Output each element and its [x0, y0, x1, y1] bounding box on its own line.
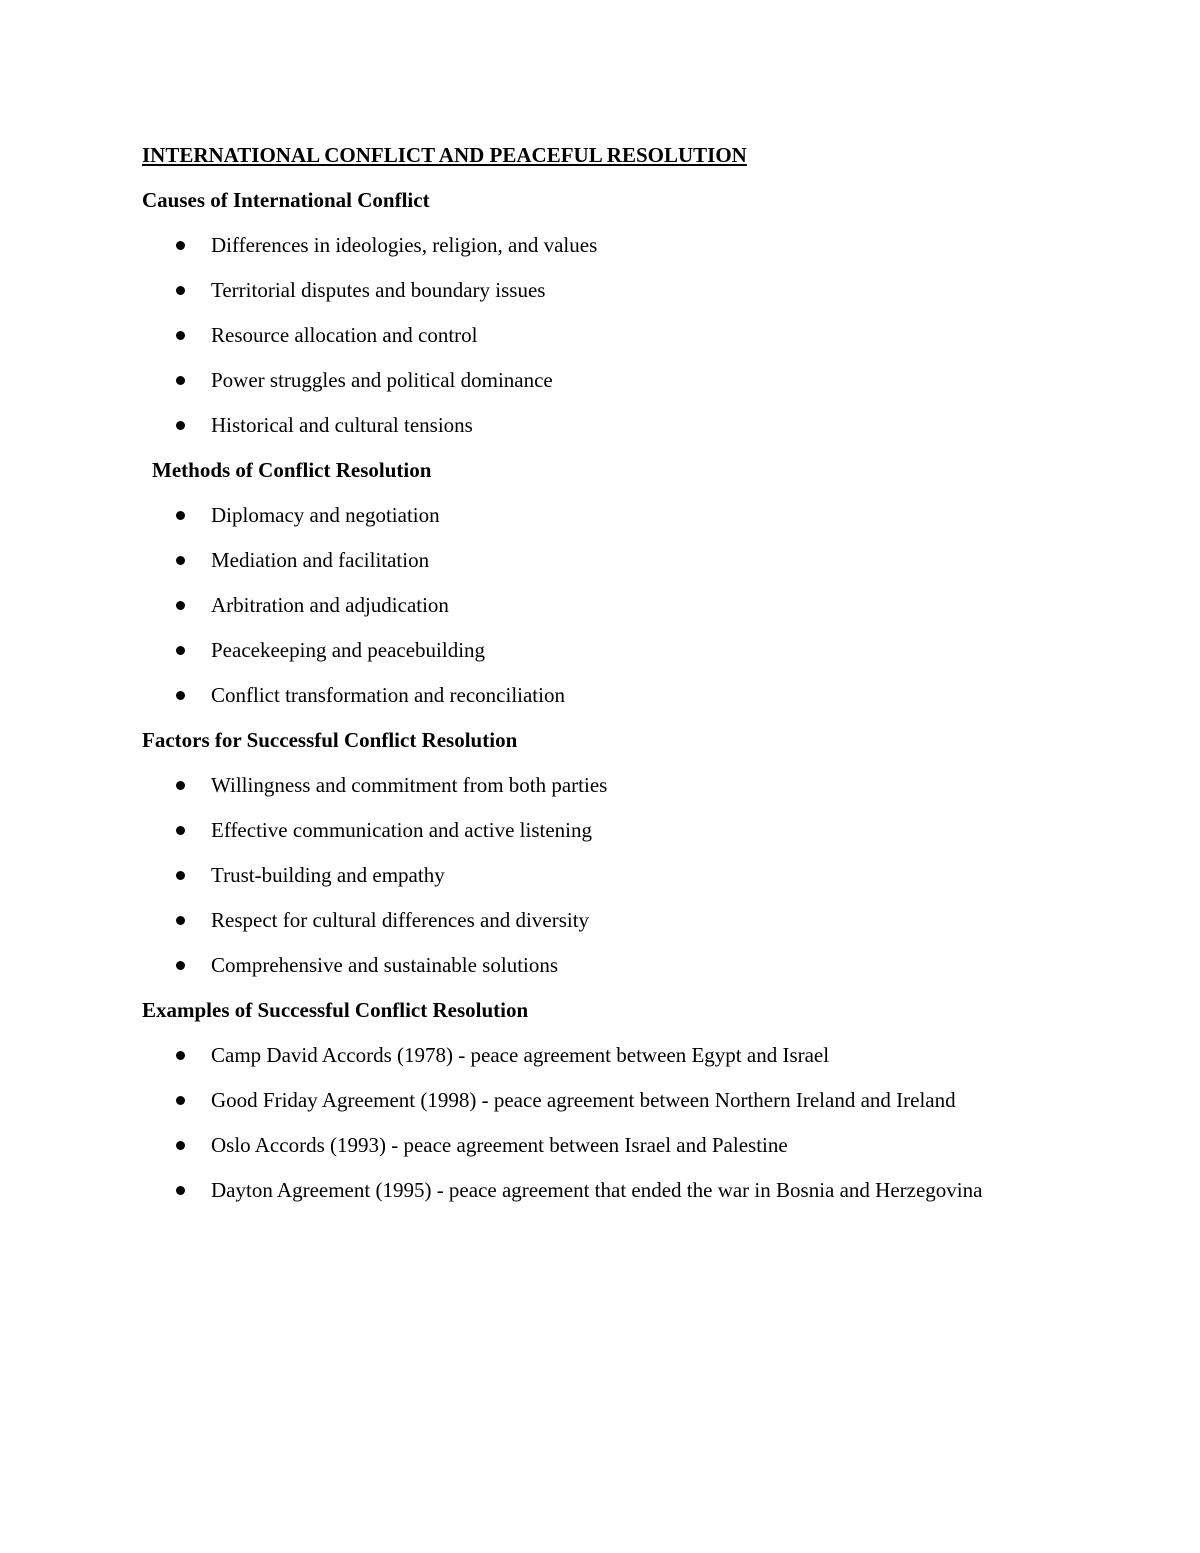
- section-heading: Factors for Successful Conflict Resolution: [142, 728, 518, 752]
- section-causes: [142, 185, 1082, 440]
- bullet-list: [142, 770, 1082, 980]
- list-item: [142, 320, 1082, 350]
- bullet-icon: [176, 1096, 185, 1105]
- document-body: [142, 140, 1082, 1220]
- list-item: [142, 590, 1082, 620]
- bullet-icon: [176, 556, 185, 565]
- bullet-icon: [176, 286, 185, 295]
- bullet-icon: [176, 376, 185, 385]
- bullet-icon: [176, 421, 185, 430]
- bullet-icon: [176, 646, 185, 655]
- bullet-icon: [176, 916, 185, 925]
- list-item-text: Camp David Accords (1978) - peace agreement between Egypt and Israel: [211, 1043, 830, 1067]
- bullet-list: [142, 230, 1082, 440]
- list-item-text: Oslo Accords (1993) - peace agreement between Israel and Palestine: [211, 1133, 788, 1157]
- section-factors: [142, 725, 1082, 980]
- bullet-icon: [176, 1186, 185, 1195]
- list-item: [142, 410, 1082, 440]
- section-methods: [142, 455, 1082, 710]
- list-item: [142, 1130, 1082, 1160]
- section-heading: Examples of Successful Conflict Resolution: [142, 998, 529, 1022]
- list-item: [142, 680, 1082, 710]
- list-item: [142, 860, 1082, 890]
- section-heading: Methods of Conflict Resolution: [152, 458, 432, 482]
- list-item: [142, 275, 1082, 305]
- list-item-text: Trust-building and empathy: [211, 863, 445, 887]
- bullet-icon: [176, 781, 185, 790]
- list-item-text: Resource allocation and control: [211, 323, 478, 347]
- list-item-text: Respect for cultural differences and diversity: [211, 908, 590, 932]
- list-item-text: Mediation and facilitation: [211, 548, 430, 572]
- bullet-icon: [176, 1051, 185, 1060]
- bullet-icon: [176, 241, 185, 250]
- bullet-icon: [176, 601, 185, 610]
- section-examples: [142, 995, 1082, 1205]
- list-item: [142, 365, 1082, 395]
- list-item-text: Peacekeeping and peacebuilding: [211, 638, 486, 662]
- bullet-icon: [176, 826, 185, 835]
- list-item-text: Arbitration and adjudication: [211, 593, 449, 617]
- bullet-icon: [176, 331, 185, 340]
- bullet-icon: [176, 871, 185, 880]
- bullet-list: [142, 500, 1082, 710]
- list-item-text: Good Friday Agreement (1998) - peace agreement between Northern Ireland and Ireland: [211, 1088, 956, 1112]
- list-item-text: Diplomacy and negotiation: [211, 503, 440, 527]
- bullet-icon: [176, 1141, 185, 1150]
- list-item: [142, 770, 1082, 800]
- list-item-text: Conflict transformation and reconciliation: [211, 683, 565, 707]
- list-item-text: Historical and cultural tensions: [211, 413, 473, 437]
- list-item: [142, 635, 1082, 665]
- list-item: [142, 545, 1082, 575]
- section-heading: Causes of International Conflict: [142, 188, 430, 212]
- list-item-text: Power struggles and political dominance: [211, 368, 553, 392]
- document-title: INTERNATIONAL CONFLICT AND PEACEFUL RESOLUTION: [142, 143, 747, 167]
- list-item: [142, 1175, 1082, 1205]
- list-item: [142, 905, 1082, 935]
- list-item: [142, 230, 1082, 260]
- bullet-list: [142, 1040, 1082, 1205]
- list-item: [142, 500, 1082, 530]
- list-item-text: Effective communication and active listening: [211, 818, 592, 842]
- bullet-icon: [176, 691, 185, 700]
- bullet-icon: [176, 511, 185, 520]
- list-item-text: Differences in ideologies, religion, and values: [211, 233, 598, 257]
- list-item: [142, 815, 1082, 845]
- list-item-text: Comprehensive and sustainable solutions: [211, 953, 559, 977]
- list-item: [142, 1085, 1082, 1115]
- list-item: [142, 1040, 1082, 1070]
- list-item-text: Willingness and commitment from both parties: [211, 773, 608, 797]
- bullet-icon: [176, 961, 185, 970]
- list-item-text: Dayton Agreement (1995) - peace agreement that ended the war in Bosnia and Herzegovina: [211, 1178, 983, 1202]
- list-item-text: Territorial disputes and boundary issues: [211, 278, 546, 302]
- list-item: [142, 950, 1082, 980]
